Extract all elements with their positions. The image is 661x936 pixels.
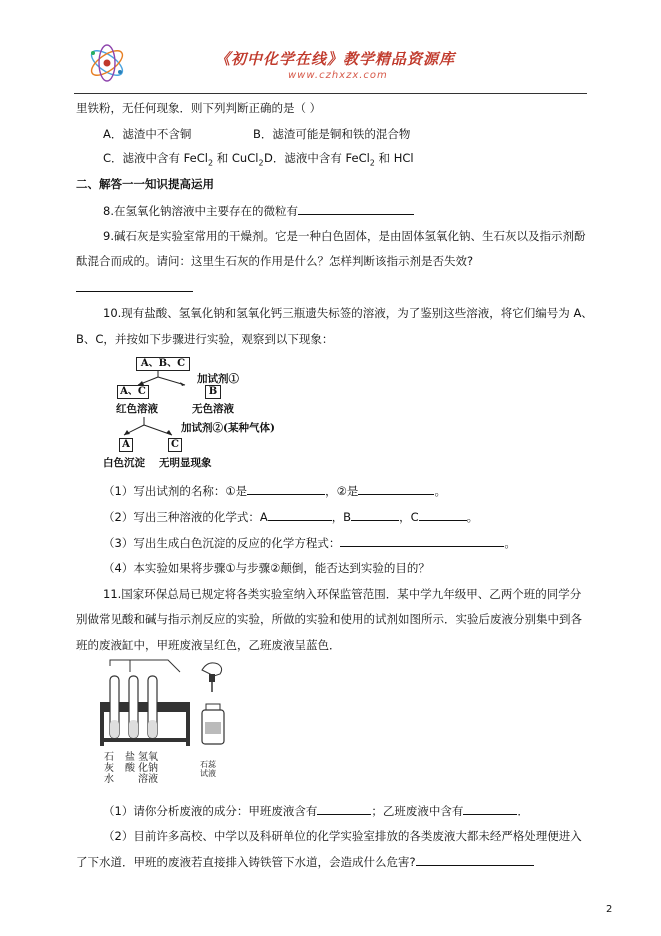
class-a-waste-blank[interactable] xyxy=(317,802,371,815)
page-number: 2 xyxy=(606,904,613,915)
bottle-label xyxy=(200,760,216,778)
tube3-char: 氧 xyxy=(148,752,158,763)
header-divider xyxy=(74,93,587,94)
reagent2-blank[interactable] xyxy=(358,482,434,495)
flow-label-colorless: 无色溶液 xyxy=(192,403,234,415)
q11-sub1-a: （1）请你分析废液的成分：甲班废液含有 xyxy=(103,804,318,818)
q10-sub2-c: ，C xyxy=(399,510,419,524)
header-url: www.czhxzx.com xyxy=(288,70,388,81)
tube3-char: 液 xyxy=(148,774,158,785)
q9-line1: 9.碱石灰是实验室常用的干燥剂。它是一种白色固体，是由固体氢氧化钠、生石灰以及指示剂酚 xyxy=(103,229,586,243)
test-tube-rack-icon xyxy=(98,658,193,750)
option-d-text: D．滤液中含有 FeCl xyxy=(264,151,370,165)
option-d-mid: 和 HCl xyxy=(374,151,414,165)
formula-c-blank[interactable] xyxy=(419,508,467,521)
q10-sub4: （4）本实验如果将步骤①与步骤②颠倒，能否达到实验的目的？ xyxy=(103,561,430,575)
q10-sub2-a: （2）写出三种溶液的化学式：A xyxy=(103,510,268,524)
flow-label-precipitate: 白色沉淀 xyxy=(103,457,145,469)
q11-sub1-c: ． xyxy=(517,804,529,818)
tube1-label xyxy=(104,752,114,785)
flow-label-no-change: 无明显现象 xyxy=(159,457,212,469)
q11-sub2-line1: （2）目前许多高校、中学以及科研单位的化学实验室排放的各类废液大都未经严格处理便进入 xyxy=(103,829,582,843)
tube2-char: 盐 xyxy=(125,752,135,763)
q10-sub1-a: （1）写出试剂的名称：①是 xyxy=(103,484,248,498)
equation-blank[interactable] xyxy=(340,534,504,547)
q11-line3: 班的废液缸中，甲班废液呈红色，乙班废液呈蓝色． xyxy=(76,638,341,652)
q10-sub3-a: （3）写出生成白色沉淀的反应的化学方程式： xyxy=(103,536,341,550)
reagent1-blank[interactable] xyxy=(247,482,325,495)
flow-box-c: C xyxy=(168,438,182,452)
tube3-char: 钠 xyxy=(148,763,158,774)
q8-text: 8.在氢氧化钠溶液中主要存在的微粒有 xyxy=(103,204,298,218)
section-title: 二、解答一一知识提高运用 xyxy=(76,177,214,191)
prev-question-stem: 里铁粉，无任何现象．则下列判断正确的是（ ） xyxy=(76,101,322,115)
tube2-label xyxy=(125,752,135,774)
tube1-char: 石 xyxy=(104,752,114,763)
q11-sub1-b: ；乙班废液中含有 xyxy=(371,804,464,818)
option-c-sub2: 2 xyxy=(258,158,264,168)
tube3-char: 氢 xyxy=(138,752,148,763)
q10-sub2-d: 。 xyxy=(466,510,479,524)
flow-reagent1: 加试剂① xyxy=(197,373,239,385)
tube1-char: 水 xyxy=(104,774,114,785)
flow-label-red: 红色溶液 xyxy=(116,403,158,415)
option-c xyxy=(103,150,264,167)
q10-sub1 xyxy=(103,482,446,499)
q10-sub2 xyxy=(103,508,478,525)
flow-box-top: A、B、C xyxy=(136,357,190,371)
option-d xyxy=(264,150,414,167)
q11-line1: 11.国家环保总局已规定将各类实验室纳入环保监管范围．某中学九年级甲、乙两个班的同学分 xyxy=(103,587,582,601)
q10-sub1-c: 。 xyxy=(434,484,446,498)
option-d-sub: 2 xyxy=(369,158,375,168)
bottle-label-line: 试液 xyxy=(200,769,216,778)
hazard-blank[interactable] xyxy=(416,853,534,866)
q10-sub2-b: ，B xyxy=(331,510,352,524)
formula-a-blank[interactable] xyxy=(268,508,332,521)
option-c-sub: 2 xyxy=(207,158,214,168)
flow-box-b: B xyxy=(205,385,221,399)
q10-line2: B、C，并按如下步骤进行实验，观察到以下现象： xyxy=(76,332,334,346)
q9-answer-line[interactable] xyxy=(76,291,193,292)
q10-sub3 xyxy=(103,534,516,551)
bottle-label-line: 石蕊 xyxy=(200,760,216,769)
tube2-char: 酸 xyxy=(125,763,135,774)
q11-sub2-line2 xyxy=(76,853,534,870)
q11-line2: 别做常见酸和碱与指示剂反应的实验，所做的实验和使用的试剂如图所示．实验后废液分别集中到各 xyxy=(76,612,582,626)
q10-line1: 10.现有盐酸、氢氧化钠和氢氧化钙三瓶遗失标签的溶液，为了鉴别这些溶液，将它们编号为 A、 xyxy=(103,306,593,320)
formula-b-blank[interactable] xyxy=(351,508,399,521)
q11-sub1 xyxy=(103,802,529,819)
option-a: A．滤渣中不含铜 xyxy=(103,127,192,141)
dropper-bottle-icon xyxy=(198,660,228,752)
header-title: 《初中化学在线》教学精品资源库 xyxy=(215,50,456,68)
tube3-char: 化 xyxy=(138,763,148,774)
option-c-text: C．滤液中含有 FeCl xyxy=(103,151,208,165)
flow-box-ac: A、C xyxy=(117,385,149,399)
q10-sub3-b: 。 xyxy=(504,536,516,550)
atom-logo-icon xyxy=(84,40,130,86)
tube1-char: 灰 xyxy=(104,763,114,774)
tube3-label xyxy=(138,752,166,785)
option-b: B．滤渣可能是铜和铁的混合物 xyxy=(253,127,411,141)
q8-answer-blank[interactable] xyxy=(298,202,414,215)
q11-sub2-line2-text: 了下水道．甲班的废液若直接排入铸铁管下水道，会造成什么危害? xyxy=(76,855,416,869)
tube3-char: 溶 xyxy=(138,774,148,785)
q10-sub1-b: ，②是 xyxy=(325,484,359,498)
q9-line2: 酞混合而成的。请问：这里生石灰的作用是什么？怎样判断该指示剂是否失效? xyxy=(76,254,474,268)
flow-box-a: A xyxy=(119,438,133,452)
q8 xyxy=(103,202,414,219)
flow-reagent2: 加试剂②(某种气体) xyxy=(181,422,275,434)
option-c-mid: 和 CuCl xyxy=(213,151,259,165)
class-b-waste-blank[interactable] xyxy=(463,802,517,815)
